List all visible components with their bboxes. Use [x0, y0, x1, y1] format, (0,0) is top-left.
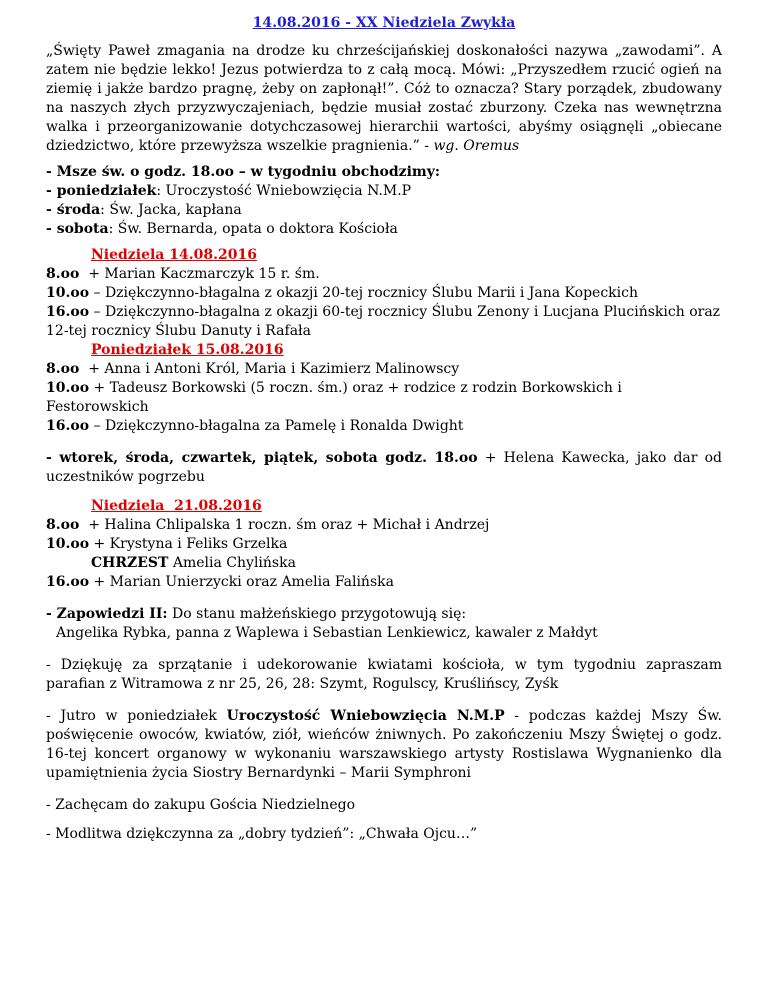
weekly-section: [46, 163, 722, 239]
baptism-entry: CHRZEST Amelia Chylińska: [91, 555, 296, 571]
mass-entry: 10.oo + Tadeusz Borkowski (5 roczn. śm.) oraz + rodzice z rodzin Borkowskich i Festorowskich: [46, 380, 622, 415]
mass-time: 16.oo: [46, 304, 90, 320]
mass-time: 16.oo: [46, 574, 90, 590]
mass-entry: 8.oo + Halina Chlipalska 1 roczn. śm oraz + Michał i Andrzej: [46, 517, 490, 533]
mass-time: 10.oo: [46, 285, 90, 301]
weekly-day: środa: [56, 202, 101, 218]
mass-time: 8.oo: [46, 517, 80, 533]
mass-entry: 10.oo + Krystyna i Feliks Grzelka: [46, 536, 288, 552]
intro-text: „Święty Paweł zmagania na drodze ku chrześcijańskiej doskonałości nazywa „zawodami”. A zatem nie będzie lekko! Jezus potwierdza to z całą mocą. Mówi: „Przyszedłem rzucić ogień na ziemię i jakże bardzo pragnę, żeby on zapłonął!”. Cóż to oznacza? Stary porządek, zbudowany na naszych złych przyzwyczajeniach, będzie musiał zostać zburzony. Czeka nas wewnętrzna walka i przeorganizowanie dotychczasowej hierarchii wartości, abyśmy osiągnęli „obiecane dziedzictwo, które przewyższa wszelkie pragnienia.” -: [46, 43, 722, 154]
notice-thanks: - Dziękuję za sprzątanie i udekorowanie kwiatami kościoła, w tym tygodniu zapraszam parafian z Witramowa z nr 25, 26, 28: Szymt, Rogulscy, Kruślińscy, Zyśk: [46, 657, 722, 692]
day-heading: Niedziela 14.08.2016: [91, 247, 257, 263]
day-section: [46, 497, 722, 592]
notice-guest: - Zachęcam do zakupu Gościa Niedzielnego: [46, 797, 355, 813]
weekly-day: sobota: [56, 221, 109, 237]
mass-entry: 16.oo – Dziękczynno-błagalna z okazji 60-tej rocznicy Ślubu Zenony i Lucjana Plucińskich oraz 12-tej rocznicy Ślubu Danuty i Rafała: [46, 304, 721, 339]
day-section: [46, 246, 722, 341]
weekly-item: - poniedziałek: Uroczystość Wniebowzięcia N.M.P: [46, 183, 412, 199]
mass-time: 16.oo: [46, 418, 90, 434]
weekly-item: - środa: Św. Jacka, kapłana: [46, 202, 242, 218]
weekly-day: poniedziałek: [56, 183, 157, 199]
mass-entry: 16.oo + Marian Unierzycki oraz Amelia Falińska: [46, 574, 394, 590]
banns-couple: Angelika Rybka, panna z Waplewa i Sebastian Lenkiewicz, kawaler z Małdyt: [56, 625, 598, 641]
notice-tomorrow: - Jutro w poniedziałek Uroczystość Wniebowzięcia N.M.P - podczas każdej Mszy Św. poświęcenie owoców, kwiatów, ziół, wieńców żniwnych. Po zakończeniu Mszy Świętej o godz. 16-tej koncert organowy w wykonaniu warszawskiego artysty Rostislawa Wygnanienko dla upamiętnienia życia Siostry Bernardynki – Marii Symphroni: [46, 708, 723, 781]
day-heading: Niedziela 21.08.2016: [91, 498, 262, 514]
mass-time: 10.oo: [46, 536, 90, 552]
mass-entry: 8.oo + Anna i Antoni Król, Maria i Kazimierz Malinowscy: [46, 361, 460, 377]
intro-source: wg. Oremus: [433, 138, 520, 154]
mass-entry: 16.oo – Dziękczynno-błagalna za Pamelę i Ronalda Dwight: [46, 418, 464, 434]
weekly-header: - Msze św. o godz. 18.oo – w tygodniu obchodzimy:: [46, 164, 441, 180]
intro-paragraph: [46, 42, 722, 156]
notice-prayer: - Modlitwa dziękczynna za „dobry tydzień”: „Chwała Ojcu…”: [46, 826, 478, 842]
mass-entry: 10.oo – Dziękczynno-błagalna z okazji 20-tej rocznicy Ślubu Marii i Jana Kopeckich: [46, 285, 638, 301]
mass-time: 8.oo: [46, 361, 80, 377]
day-heading: Poniedziałek 15.08.2016: [91, 342, 284, 358]
bulletin-page: [46, 14, 722, 844]
banns-section: - Zapowiedzi II: Do stanu małżeńskiego przygotowują się: Angelika Rybka, panna z Waplewa i Sebastian Lenkiewicz, kawaler z Małdyt: [46, 605, 722, 643]
weekdays-intention: - wtorek, środa, czwartek, piątek, sobota godz. 18.oo + Helena Kawecka, jako dar od uczestników pogrzebu: [46, 450, 722, 485]
page-title: 14.08.2016 - XX Niedziela Zwykła: [252, 15, 516, 31]
mass-time: 10.oo: [46, 380, 90, 396]
mass-time: 8.oo: [46, 266, 80, 282]
weekly-item: - sobota: Św. Bernarda, opata o doktora Kościoła: [46, 221, 398, 237]
mass-entry: 8.oo + Marian Kaczmarczyk 15 r. śm.: [46, 266, 320, 282]
day-section: [46, 341, 722, 436]
